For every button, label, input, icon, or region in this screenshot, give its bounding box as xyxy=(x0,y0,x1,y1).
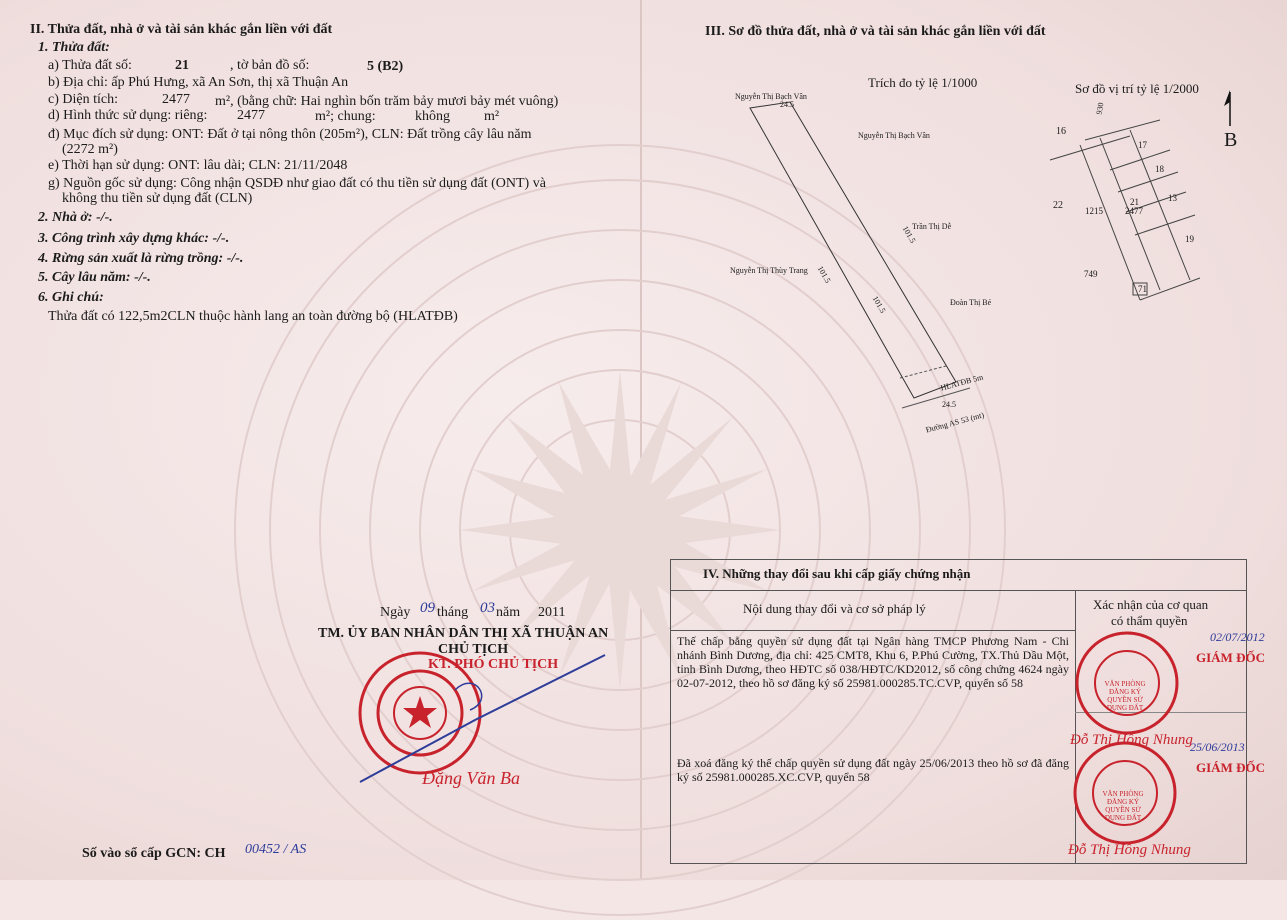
area-value: 2477 xyxy=(162,92,190,107)
area-unit-text: m², (bằng chữ: Hai nghìn bốn trăm bảy mươi bảy mét vuông) xyxy=(215,94,559,109)
loc-p749: 749 xyxy=(1084,269,1098,279)
loc-p1215: 1215 xyxy=(1085,206,1103,216)
section4-title: IV. Những thay đổi sau khi cấp giấy chứng nhận xyxy=(703,566,971,581)
chairman-title: CHỦ TỊCH xyxy=(438,642,509,657)
registry-number: 00452 / AS xyxy=(245,842,307,857)
stamp-date-2: 25/06/2013 xyxy=(1190,740,1245,754)
vice-chairman-title: KT. PHÓ CHỦ TỊCH xyxy=(428,657,559,672)
col2-header-line1: Xác nhận của cơ quan xyxy=(1093,597,1209,612)
address: b) Địa chỉ: ấp Phú Hưng, xã An Sơn, thị xã Thuận An xyxy=(48,75,349,90)
parcel-number: 21 xyxy=(175,58,189,73)
loc-p13: 13 xyxy=(1168,193,1177,203)
col1-header: Nội dung thay đổi và cơ sở pháp lý xyxy=(743,601,926,616)
loc-p22: 22 xyxy=(1053,200,1063,211)
loc-p18: 18 xyxy=(1155,164,1164,174)
north-arrow-icon xyxy=(1220,88,1240,128)
official-name-1: Đỗ Thị Hồng Nhung xyxy=(1070,732,1193,748)
usage-shared: không xyxy=(415,109,450,124)
notes-heading: 6. Ghi chú: xyxy=(38,290,104,305)
usage-shared-unit: m² xyxy=(484,109,500,124)
director-title-1: GIÁM ĐỐC xyxy=(1196,650,1265,665)
parcel-plan xyxy=(730,88,1040,438)
loc-p2477: 2477 xyxy=(1125,206,1143,216)
date-month: 03 xyxy=(480,600,495,616)
registry-label: Số vào sổ cấp GCN: CH xyxy=(82,846,226,861)
change-entry-2: Đã xoá đăng ký thế chấp quyền sử dụng đất ngày 25/06/2013 theo hồ sơ đã đăng ký số 25981.000285.XC.CVP, quyển 58 xyxy=(677,756,1069,784)
plan-label-n5: Đoàn Thị Bé xyxy=(950,298,992,307)
notes-text: Thửa đất có 122,5m2CLN thuộc hành lang an toàn đường bộ (HLATĐB) xyxy=(48,309,458,324)
plan-label-n1: Nguyễn Thị Bạch Vân xyxy=(735,92,807,101)
area-label: c) Diện tích: xyxy=(48,92,118,107)
loc-p17: 17 xyxy=(1138,140,1147,150)
map-sheet-label: , tờ bản đồ số: xyxy=(230,58,310,73)
origin-line2: không thu tiền sử dụng đất (CLN) xyxy=(62,191,253,206)
section2-title: II. Thửa đất, nhà ở và tài sản khác gắn liền với đất xyxy=(30,22,333,37)
date-year: 2011 xyxy=(538,605,566,620)
plan-bottom-length: 24.5 xyxy=(942,400,956,409)
usage-form-label: d) Hình thức sử dụng: riêng: xyxy=(48,108,208,123)
change-entry-1: Thế chấp bằng quyền sử dụng đất tại Ngân hàng TMCP Phương Nam - Chi nhánh Bình Dương, địa chỉ: 425 CMT8, Khu 6, P.Phú Cường, TX.Thủ Dầu Một, tỉnh Bình Dương, theo HĐTC số 038/HĐTC/KD2012, số công chứng 4624 ngày 02-07-2012, theo hồ sơ đăng ký số 25981.000285.TC.CVP, quyển số 58 xyxy=(677,634,1069,690)
date-year-label: năm xyxy=(496,605,521,620)
stamp-date-1: 02/07/2012 xyxy=(1210,630,1265,644)
plan-right-length: 101.5 xyxy=(900,224,918,245)
chairman-name: Đặng Văn Ba xyxy=(422,768,520,788)
loc-p16: 16 xyxy=(1056,126,1066,137)
usage-private: 2477 xyxy=(237,108,265,123)
date-day: 09 xyxy=(420,600,435,616)
plan-top-length: 24.5 xyxy=(780,100,794,109)
house: 2. Nhà ở: -/-. xyxy=(38,210,113,225)
perennial: 5. Cây lâu năm: -/-. xyxy=(38,270,151,285)
loc-p930: 930 xyxy=(1094,101,1106,116)
forest: 4. Rừng sản xuất là rừng trồng: -/-. xyxy=(38,251,244,266)
plan-label-n3: Trần Thị Dễ xyxy=(912,222,952,231)
loc-p19: 19 xyxy=(1185,234,1194,244)
official-name-2: Đỗ Thị Hồng Nhung xyxy=(1068,842,1191,858)
col2-header-line2: có thẩm quyền xyxy=(1111,613,1188,628)
scale-main: Trích đo tỷ lệ 1/1000 xyxy=(868,75,978,90)
plan-label-hlatdb: HLATĐB 5m xyxy=(939,372,985,393)
land-heading: 1. Thửa đất: xyxy=(38,40,110,55)
north-label: B xyxy=(1224,129,1238,151)
scale-location: Sơ đồ vị trí tỷ lệ 1/2000 xyxy=(1075,81,1199,96)
director-title-2: GIÁM ĐỐC xyxy=(1196,760,1265,775)
plan-label-n4: Nguyễn Thị Thùy Trang xyxy=(730,266,808,275)
construction: 3. Công trình xây dựng khác: -/-. xyxy=(38,231,230,246)
plan-label-road: Đường AS 53 (mt) xyxy=(924,410,986,435)
plan-left-length-2: 101.5 xyxy=(870,294,888,315)
purpose-line2: (2272 m²) xyxy=(62,142,118,157)
date-day-label: Ngày xyxy=(380,605,411,620)
section3-title: III. Sơ đồ thửa đất, nhà ở và tài sản khác gắn liền với đất xyxy=(705,24,1046,39)
seal-text-1: VĂN PHÒNG ĐĂNG KÝ QUYỀN SỬ DỤNG ĐẤT xyxy=(1104,680,1146,712)
parcel-label: a) Thửa đất số: xyxy=(48,58,132,73)
plan-label-n2: Nguyễn Thị Bạch Vân xyxy=(858,131,930,140)
loc-p21: 21 xyxy=(1130,197,1139,207)
seal-text-2: VĂN PHÒNG ĐĂNG KÝ QUYỀN SỬ DỤNG ĐẤT xyxy=(1102,790,1144,822)
purpose-line1: đ) Mục đích sử dụng: ONT: Đất ở tại nông thôn (205m²), CLN: Đất trồng cây lâu năm xyxy=(48,127,532,142)
map-sheet-number: 5 (B2) xyxy=(367,59,404,74)
term: e) Thời hạn sử dụng: ONT: lâu dài; CLN: 21/11/2048 xyxy=(48,158,348,173)
date-month-label: tháng xyxy=(437,605,469,620)
origin-line1: g) Nguồn gốc sử dụng: Công nhận QSDĐ như giao đất có thu tiền sử dụng đất (ONT) và xyxy=(48,176,546,191)
usage-shared-label: m²; chung: xyxy=(315,109,376,124)
authority: TM. ỦY BAN NHÂN DÂN THỊ XÃ THUẬN AN xyxy=(318,626,609,641)
loc-p71: 71 xyxy=(1138,284,1147,294)
plan-left-length: 101.5 xyxy=(815,264,833,285)
